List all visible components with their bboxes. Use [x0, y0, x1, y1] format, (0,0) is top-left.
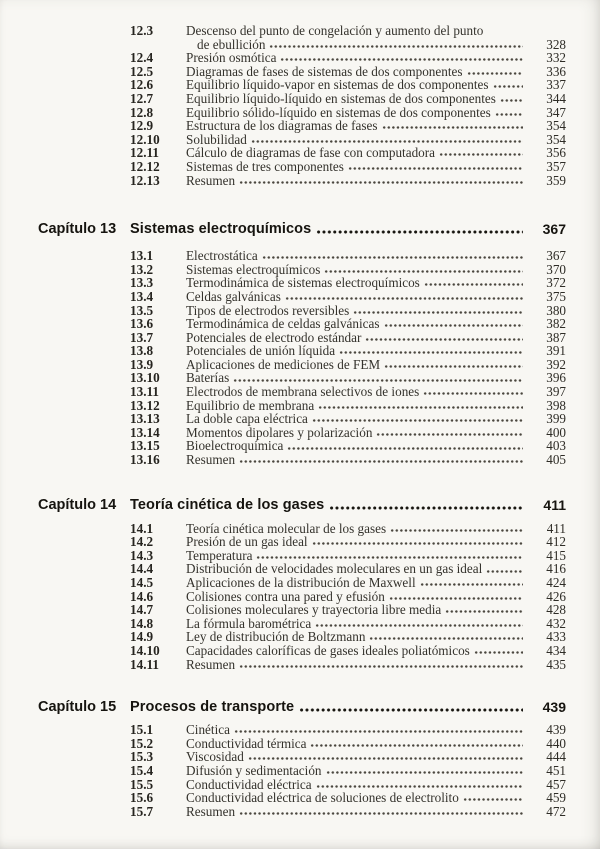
chapter-label: Capítulo 13 [38, 221, 117, 238]
page-number: 396 [546, 370, 566, 386]
toc-entry [130, 331, 566, 345]
page-number: 392 [546, 356, 566, 372]
section-number: 15.2 [130, 735, 154, 751]
section-number: 15.3 [130, 749, 154, 765]
dot-leader [312, 541, 523, 546]
page-number: 332 [546, 50, 566, 66]
section-title: La doble capa eléctrica [186, 411, 308, 427]
section-number: 15.6 [130, 790, 154, 806]
section-number: 14.3 [130, 547, 154, 563]
page-number: 336 [546, 63, 566, 79]
toc-entry [130, 617, 566, 631]
page-number: 356 [546, 145, 566, 161]
toc-entry [130, 385, 566, 399]
section-title: Termodinámica de sistemas electroquímicos [186, 275, 420, 291]
dot-leader [384, 323, 523, 328]
section-number: 13.15 [130, 438, 160, 454]
section-title: Resumen [186, 656, 236, 672]
toc-entry [130, 805, 566, 819]
section-title: Difusión y sedimentación [186, 762, 322, 778]
section-title: Electrodos de membrana selectivos de iones [186, 384, 420, 400]
toc-entry [130, 426, 566, 440]
chapter-block [38, 219, 566, 467]
section-title: La fórmula barométrica [186, 615, 312, 631]
toc-entry [130, 119, 566, 133]
toc-entry [130, 304, 566, 318]
toc-entry [130, 276, 566, 290]
section-title: Temperatura [186, 547, 253, 563]
toc-entry [130, 630, 566, 644]
section-title: Conductividad térmica [186, 735, 307, 751]
page-number: 435 [546, 656, 566, 672]
section-title: Resumen [186, 452, 236, 468]
section-number: 13.8 [130, 343, 154, 359]
section-title: Descenso del punto de congelación y aumento del punto [186, 23, 484, 38]
section-title: Equilibrio líquido-líquido en sistemas de dos componentes [186, 90, 496, 106]
chapter-page-number: 367 [542, 221, 566, 238]
chapter-page-number: 439 [542, 699, 566, 716]
toc-entry [130, 24, 566, 38]
toc-entry [130, 399, 566, 413]
dot-leader [233, 378, 523, 383]
section-title: Momentos dipolares y polarización [186, 424, 373, 440]
dot-leader [495, 112, 523, 117]
dot-leader [353, 310, 523, 315]
dot-leader [316, 784, 523, 789]
section-title: Aplicaciones de mediciones de FEM [186, 356, 381, 372]
dot-leader [324, 269, 523, 274]
page-number: 424 [546, 575, 566, 590]
section-title: Aplicaciones de la distribución de Maxwell [186, 575, 416, 590]
chapter-sections [130, 249, 566, 467]
dot-leader [310, 743, 523, 748]
section-title: Potenciales de electrodo estándar [186, 329, 362, 345]
section-number: 13.4 [130, 288, 154, 304]
section-number: 14.5 [130, 575, 154, 590]
chapter-label: Capítulo 15 [38, 699, 117, 716]
page-number: 459 [546, 790, 566, 806]
toc-entry [130, 764, 566, 778]
toc-entry [130, 723, 566, 737]
section-number: 13.3 [130, 275, 154, 291]
section-number: 14.7 [130, 602, 154, 618]
chapter-12-continued-sections [130, 24, 566, 187]
dot-leader [474, 650, 523, 655]
page-number: 328 [546, 36, 566, 52]
dot-leader [256, 555, 523, 560]
section-title: Cinética [186, 722, 230, 738]
toc-entry [130, 590, 566, 604]
dot-leader [389, 596, 523, 601]
section-number: 12.11 [130, 145, 159, 161]
dot-leader [339, 350, 523, 355]
chapter-list [38, 219, 566, 818]
toc-entry [130, 603, 566, 617]
dot-leader [269, 44, 523, 49]
toc-entry [130, 290, 566, 304]
toc-entry [130, 317, 566, 331]
section-title: Capacidades caloríficas de gases ideales poliatómicos [186, 642, 470, 658]
toc-entry [130, 791, 566, 805]
section-number: 13.14 [130, 424, 160, 440]
toc-entry [130, 371, 566, 385]
toc-entry [130, 160, 566, 174]
dot-leader [234, 729, 523, 734]
chapter-sections [130, 522, 566, 672]
chapter-title: Procesos de transporte [130, 699, 295, 716]
dot-leader [315, 623, 523, 628]
page-number: 372 [546, 275, 566, 291]
dot-leader [420, 582, 523, 587]
page-number: 444 [546, 749, 566, 765]
toc-entry [130, 78, 566, 92]
page-number: 382 [546, 316, 566, 332]
section-title: Conductividad eléctrica [186, 776, 312, 792]
chapter-title: Teoría cinética de los gases [130, 496, 325, 513]
toc-entry [130, 51, 566, 65]
section-title: Estructura de los diagramas de fases [186, 118, 378, 134]
page-number: 399 [546, 411, 566, 427]
toc-entry-continuation [130, 38, 566, 52]
dot-leader [423, 391, 523, 396]
dot-leader [467, 71, 524, 76]
section-number: 14.1 [130, 520, 154, 536]
section-number: 14.8 [130, 615, 154, 631]
dot-leader [365, 337, 523, 342]
section-number: 12.4 [130, 50, 154, 66]
chapter-block [38, 697, 566, 818]
section-number: 14.4 [130, 561, 154, 577]
page-number: 415 [546, 547, 566, 563]
chapter-label: Capítulo 14 [38, 496, 117, 513]
page-number: 432 [546, 615, 566, 631]
section-number: 13.5 [130, 302, 154, 318]
dot-leader [486, 569, 523, 574]
section-title: Sistemas de tres componentes [186, 158, 344, 174]
section-number: 13.7 [130, 329, 154, 345]
page-number: 434 [546, 642, 566, 658]
dot-leader [445, 609, 523, 614]
dot-leader [348, 166, 523, 171]
page-number: 416 [546, 561, 566, 577]
section-number: 12.12 [130, 158, 160, 174]
dot-leader [382, 125, 523, 130]
section-title: Resumen [186, 803, 236, 819]
chapter-heading [38, 219, 566, 239]
section-title: Electrostática [186, 248, 258, 264]
toc-entry [130, 439, 566, 453]
page-number: 347 [546, 104, 566, 120]
section-title: Colisiones moleculares y trayectoria libre media [186, 602, 442, 618]
page-number: 357 [546, 158, 566, 174]
section-number: 15.7 [130, 803, 154, 819]
toc-entry [130, 644, 566, 658]
section-number: 13.16 [130, 452, 160, 468]
section-number: 15.4 [130, 762, 154, 778]
chapter-dot-leader [299, 707, 523, 713]
section-title: Resumen [186, 172, 236, 188]
page-number: 426 [546, 588, 566, 604]
section-number: 12.5 [130, 63, 154, 79]
dot-leader [280, 57, 523, 62]
dot-leader [439, 152, 523, 157]
page-number: 344 [546, 90, 566, 106]
page-number: 472 [546, 803, 566, 819]
toc-entry [130, 535, 566, 549]
page-number: 367 [546, 248, 566, 264]
page-number: 440 [546, 735, 566, 751]
section-number: 13.6 [130, 316, 154, 332]
toc-entry [130, 92, 566, 106]
section-number: 12.3 [130, 23, 154, 38]
toc-entry [130, 562, 566, 576]
toc-entry [130, 750, 566, 764]
section-title: Baterías [186, 370, 230, 386]
section-number: 13.2 [130, 261, 154, 277]
toc-entry [130, 133, 566, 147]
section-title: Solubilidad [186, 131, 247, 147]
page-number: 411 [546, 520, 566, 536]
section-title: Viscosidad [186, 749, 244, 765]
section-number: 13.1 [130, 248, 154, 264]
dot-leader [463, 797, 523, 802]
toc-entry [130, 549, 566, 563]
dot-leader [239, 180, 523, 185]
section-title: Bioelectroquímica [186, 438, 284, 454]
section-title: Termodinámica de celdas galvánicas [186, 316, 380, 332]
page-number: 391 [546, 343, 566, 359]
chapter-heading [38, 495, 566, 515]
section-number: 15.5 [130, 776, 154, 792]
page-number: 398 [546, 397, 566, 413]
dot-leader [390, 528, 523, 533]
page-number: 387 [546, 329, 566, 345]
section-title: Cálculo de diagramas de fase con computadora [186, 145, 435, 161]
dot-leader [287, 446, 523, 451]
dot-leader [500, 98, 523, 103]
toc-entry [130, 522, 566, 536]
section-title: Potenciales de unión líquida [186, 343, 336, 359]
section-number: 14.6 [130, 588, 154, 604]
chapter-heading [38, 697, 566, 717]
section-title: Sistemas electroquímicos [186, 261, 321, 277]
section-number: 12.6 [130, 77, 154, 93]
toc-entry [130, 658, 566, 672]
section-number: 12.7 [130, 90, 154, 106]
section-title: Teoría cinética molecular de los gases [186, 520, 387, 536]
dot-leader [285, 296, 523, 301]
dot-leader [493, 84, 523, 89]
section-title: Celdas galvánicas [186, 288, 281, 304]
toc-entry [130, 174, 566, 188]
section-title: Equilibrio de membrana [186, 397, 315, 413]
chapter-page-number: 411 [543, 496, 566, 513]
section-number: 14.2 [130, 534, 154, 550]
section-number: 12.13 [130, 172, 160, 188]
toc-entry [130, 249, 566, 263]
toc-entry [130, 146, 566, 160]
section-number: 13.9 [130, 356, 154, 372]
page-number: 403 [546, 438, 566, 454]
dot-leader [251, 139, 523, 144]
dot-leader [326, 770, 523, 775]
dot-leader [248, 756, 523, 761]
page-number: 433 [546, 629, 566, 645]
section-title: Ley de distribución de Boltzmann [186, 629, 366, 645]
dot-leader [239, 664, 523, 669]
chapter-title: Sistemas electroquímicos [130, 221, 312, 238]
page-number: 405 [546, 452, 566, 468]
chapter-sections [130, 723, 566, 818]
toc-entry [130, 412, 566, 426]
toc-entry [130, 65, 566, 79]
page-number: 400 [546, 424, 566, 440]
page-number: 451 [546, 762, 566, 778]
page-number: 412 [546, 534, 566, 550]
chapter-dot-leader [329, 505, 523, 511]
section-number: 13.13 [130, 411, 160, 427]
page-number: 337 [546, 77, 566, 93]
section-title: Colisiones contra una pared y efusión [186, 588, 385, 604]
section-number: 13.12 [130, 397, 160, 413]
section-title: Distribución de velocidades moleculares en un gas ideal [186, 561, 483, 577]
dot-leader [318, 405, 523, 410]
toc-entry [130, 453, 566, 467]
page-number: 380 [546, 302, 566, 318]
section-title: Diagramas de fases de sistemas de dos componentes [186, 63, 463, 79]
section-number: 15.1 [130, 722, 154, 738]
toc-entry [130, 778, 566, 792]
section-number: 14.9 [130, 629, 154, 645]
toc-entry [130, 358, 566, 372]
dot-leader [239, 459, 523, 464]
section-title: Equilibrio sólido-líquido en sistemas de dos componentes [186, 104, 491, 120]
section-number: 13.10 [130, 370, 160, 386]
section-title: Presión osmótica [186, 50, 277, 66]
dot-leader [262, 255, 523, 260]
dot-leader [376, 432, 523, 437]
section-title: Presión de un gas ideal [186, 534, 308, 550]
page-number: 359 [546, 172, 566, 188]
dot-leader [369, 636, 523, 641]
section-title: Tipos de electrodos reversibles [186, 302, 350, 318]
page-number: 354 [546, 118, 566, 134]
page-number: 439 [546, 722, 566, 738]
toc-entry [130, 344, 566, 358]
section-number: 13.11 [130, 384, 159, 400]
toc-entry [130, 576, 566, 590]
toc-entry [130, 106, 566, 120]
section-title: Conductividad eléctrica de soluciones de electrolito [186, 790, 459, 806]
dot-leader [239, 811, 523, 816]
section-number: 12.9 [130, 118, 154, 134]
chapter-block [38, 495, 566, 672]
section-number: 12.10 [130, 131, 160, 147]
page-number: 428 [546, 602, 566, 618]
section-title: Equilibrio líquido-vapor en sistemas de dos componentes [186, 77, 489, 93]
section-number: 12.8 [130, 104, 154, 120]
dot-leader [424, 282, 523, 287]
page-number: 370 [546, 261, 566, 277]
toc-entry [130, 737, 566, 751]
section-number-spacer [130, 38, 186, 52]
section-number: 14.10 [130, 642, 160, 658]
section-title-continued: de ebullición [197, 36, 266, 52]
section-number: 14.11 [130, 656, 159, 672]
dot-leader [384, 364, 523, 369]
page-number: 375 [546, 288, 566, 304]
page-number: 354 [546, 131, 566, 147]
page-number: 397 [546, 384, 566, 400]
page-number: 457 [546, 776, 566, 792]
toc-entry [130, 263, 566, 277]
chapter-dot-leader [316, 229, 523, 235]
dot-leader [312, 418, 523, 423]
